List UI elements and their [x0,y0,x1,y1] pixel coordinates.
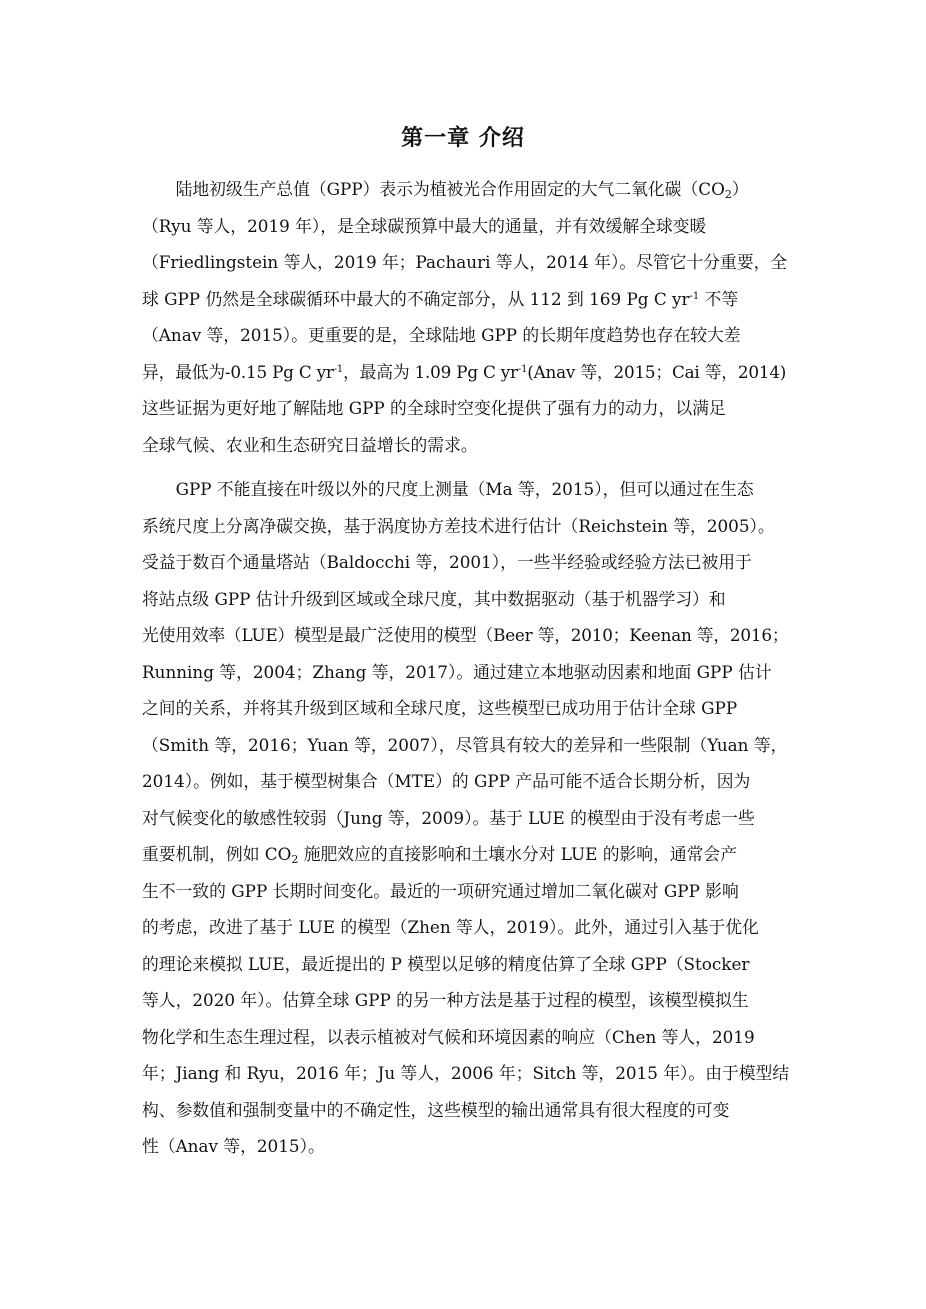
text-line: 年；Jiang 和 Ryu，2016 年；Ju 等人，2006 年；Sitch 等，2015 年）。由于模型结 [142,1063,790,1083]
text-line: 重要机制，例如 $CO_2$ 施肥效应的直接影响和土壤水分对 LUE 的影响，通常会产 [142,844,737,866]
text-line: 光使用效率（LUE）模型是最广泛使用的模型（Beer 等，2010；Keenan 等，2016； [142,625,789,645]
paragraph-2 [142,471,790,1165]
text-line: 生不一致的 GPP 长期时间变化。最近的一项研究通过增加二氧化碳对 GPP 影响 [142,880,739,901]
text-line: （Friedlingstein 等人，2019 年；Pachauri 等人，2014 年）。尽管它十分重要，全 [142,252,788,272]
text-line: 性（Anav 等，2015）。 [142,1136,325,1156]
text-line: 等人，2020 年）。估算全球 GPP 的另一种方法是基于过程的模型，该模型模拟生 [142,990,749,1010]
text-line: 对气候变化的敏感性较弱（Jung 等，2009）。基于 LUE 的模型由于没有考虑一些 [142,807,755,828]
text-line: 陆地初级生产总值（GPP）表示为植被光合作用固定的大气二氧化碳$(CO_2)$ [175,179,749,201]
text-line: GPP 不能直接在叶级以外的尺度上测量（Ma 等，2015），但可以通过在生态 [175,479,754,499]
text-line: 异，最低为-0.15 Pg C $yr^{-1}$，最高为 1.09 Pg C $yr^{-1}(Anav$ 等，2015；Cai 等，2014) [142,361,787,382]
text-line: 将站点级 GPP 估计升级到区域或全球尺度，其中数据驱动（基于机器学习）和 [142,588,726,609]
text-line: （Smith 等，2016；Yuan 等，2007），尽管具有较大的差异和一些限制（Yuan 等， [142,734,788,755]
text-line: 2014）。例如，基于模型树集合（MTE）的 GPP 产品可能不适合长期分析，因为 [142,771,751,791]
text-line: 球 GPP 仍然是全球碳循环中最大的不确定部分，从 112 到 169 Pg C $yr^{-1}$ 不等 [142,288,739,309]
text-line: Running 等，2004；Zhang 等，2017）。通过建立本地驱动因素和地面 GPP 估计 [142,661,772,682]
text-line: 系统尺度上分离净碳交换，基于涡度协方差技术进行估计（Reichstein 等，2005）。 [142,515,775,536]
chapter-title: 第一章 介绍 [401,125,525,151]
paragraph-1 [142,171,790,463]
text-line: 全球气候、农业和生态研究日益增长的需求。 [142,434,478,455]
document-body [142,171,790,1165]
text-line: 之间的关系，并将其升级到区域和全球尺度，这些模型已成功用于估计全球 GPP [142,698,738,718]
text-line: 这些证据为更好地了解陆地 GPP 的全球时空变化提供了强有力的动力，以满足 [142,398,726,418]
text-line: 受益于数百个通量塔站（Baldocchi 等，2001），一些半经验或经验方法已被用于 [142,552,752,572]
text-line: 的考虑，改进了基于 LUE 的模型（Zhen 等人，2019）。此外，通过引入基于优化 [142,917,759,937]
text-line: （Anav 等，2015）。更重要的是，全球陆地 GPP 的长期年度趋势也存在较大差 [142,325,741,345]
text-line: 的理论来模拟 LUE，最近提出的 P 模型以足够的精度估算了全球 GPP（Stocker [142,953,750,974]
text-line: 物化学和生态生理过程，以表示植被对气候和环境因素的响应（Chen 等人，2019 [142,1026,755,1047]
text-line: 构、参数值和强制变量中的不确定性，这些模型的输出通常具有很大程度的可变 [142,1099,730,1120]
text-line: （Ryu 等人，2019 年），是全球碳预算中最大的通量，并有效缓解全球变暖 [142,215,707,236]
